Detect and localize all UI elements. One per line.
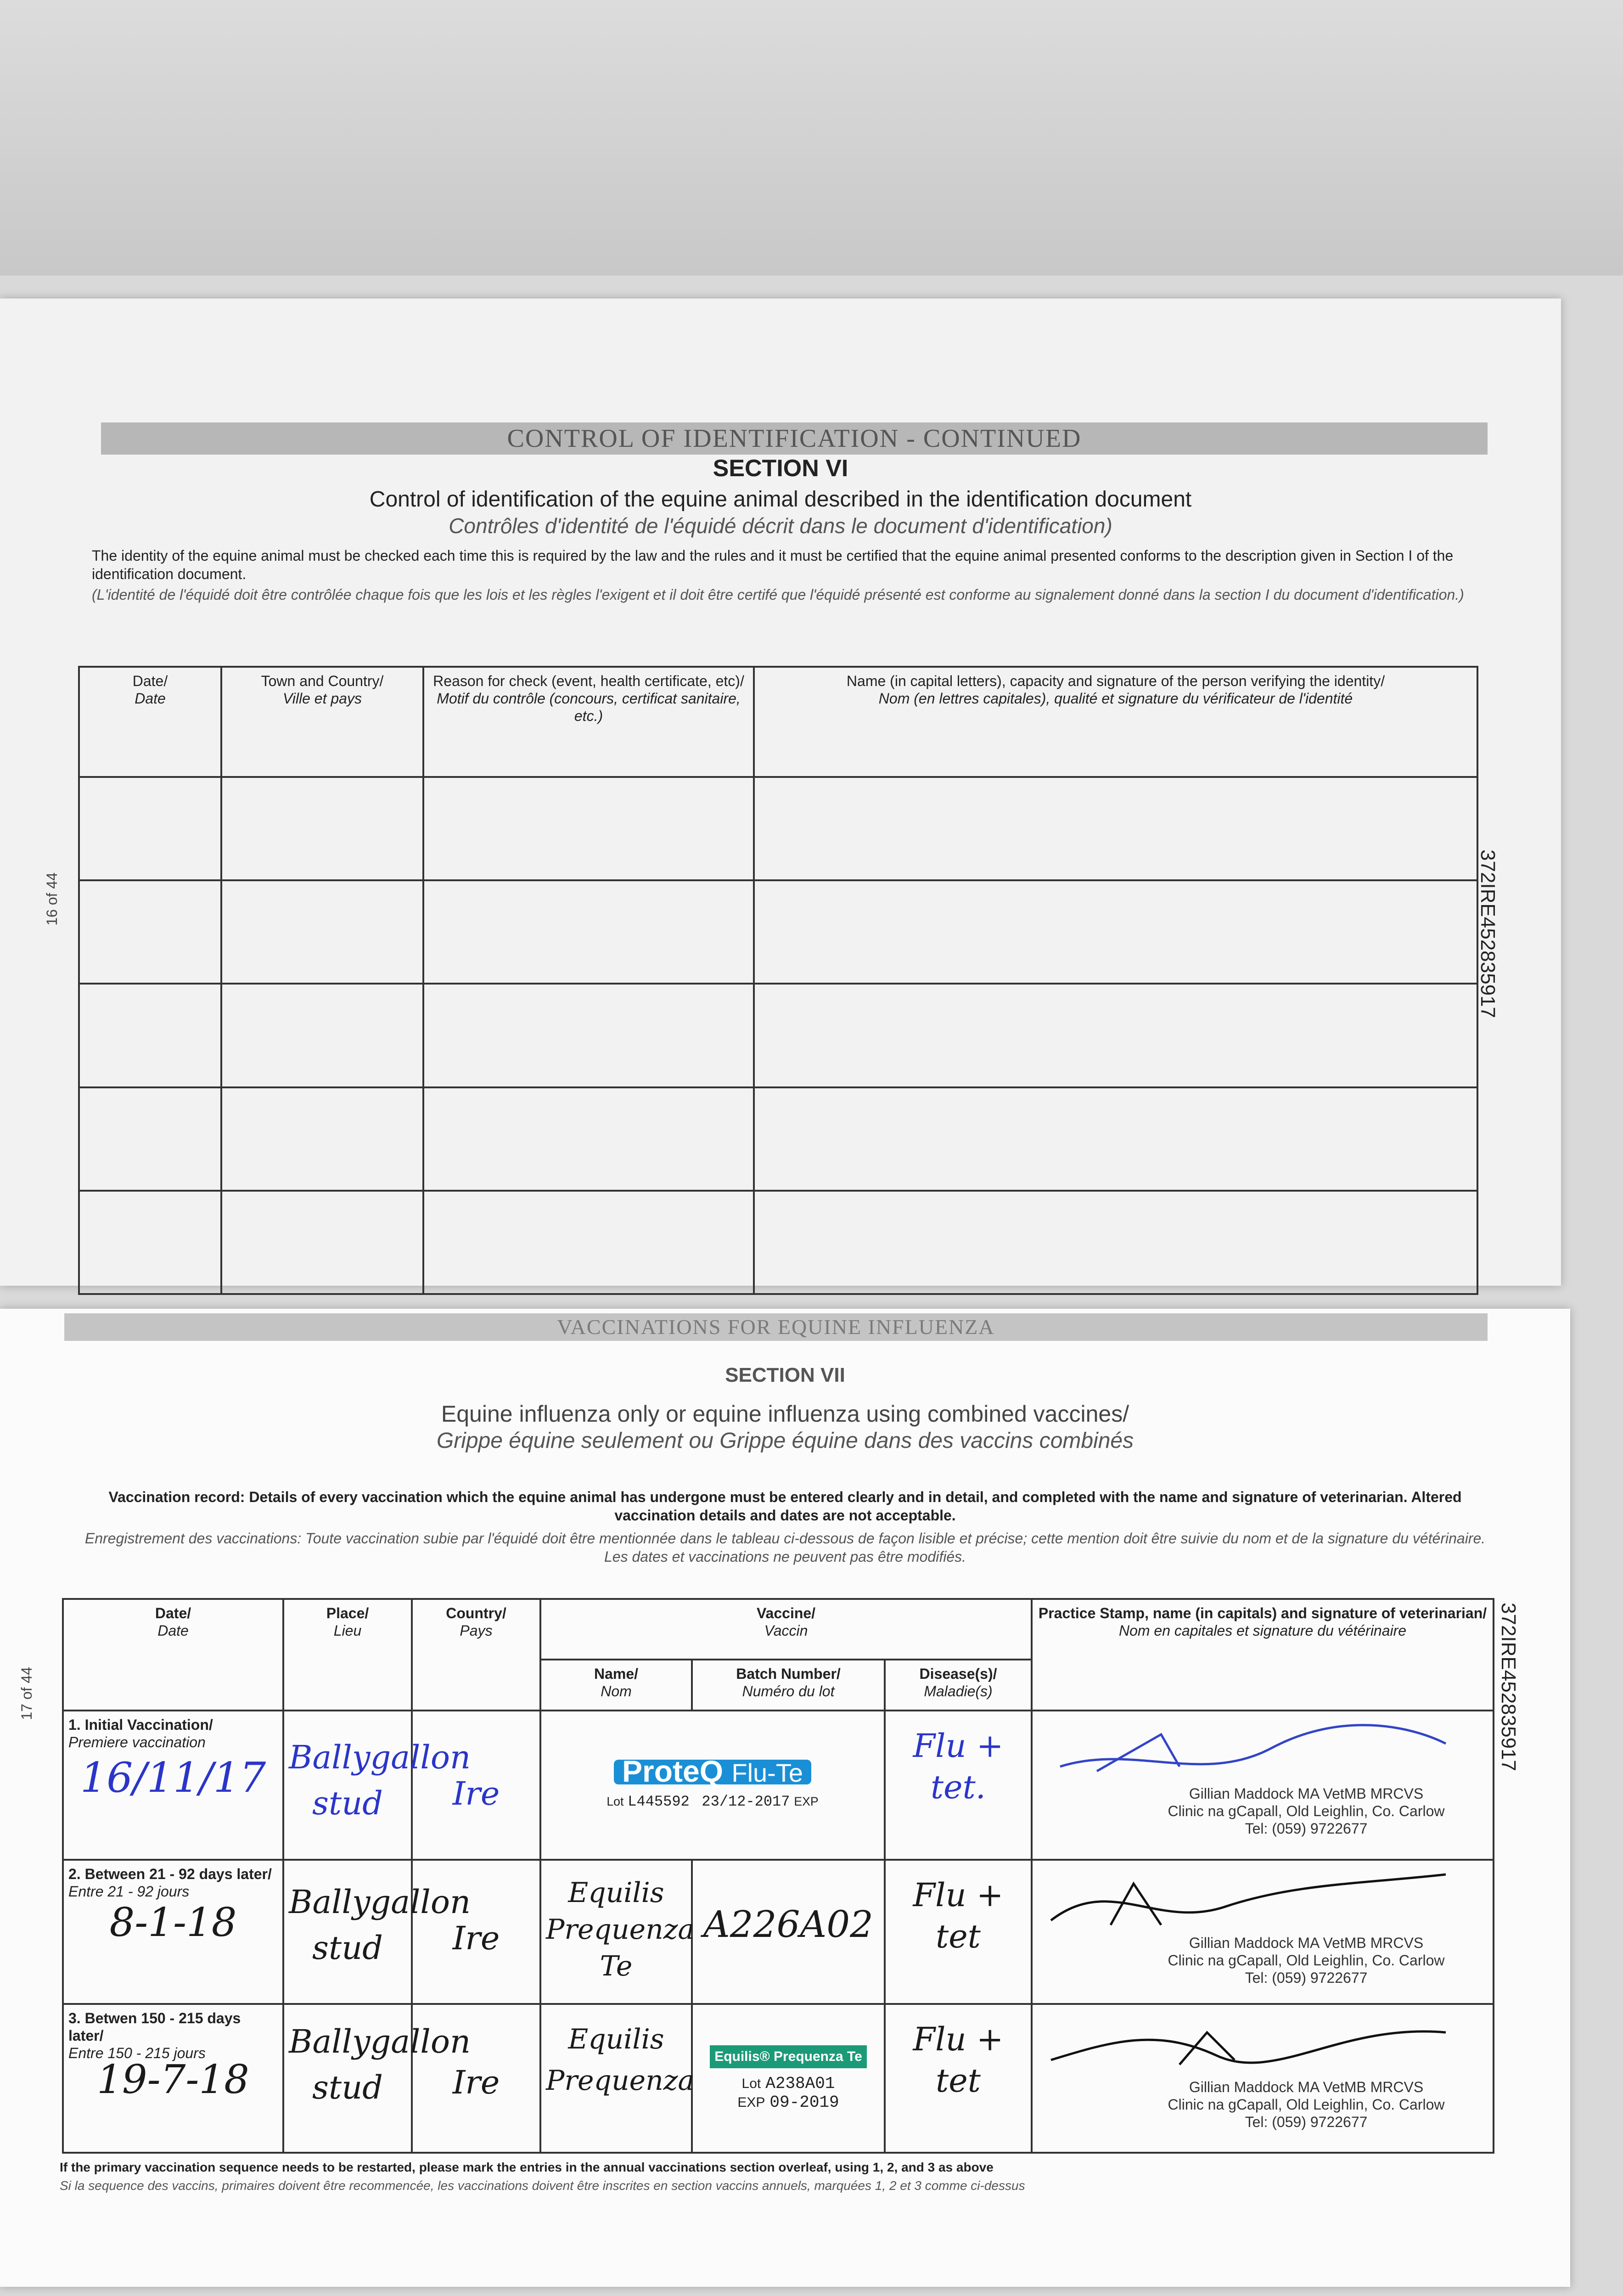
table-row: [63, 1860, 1494, 2004]
signature: [1042, 2009, 1455, 2078]
row1-disease-cell: [885, 1711, 1032, 1859]
row2-place: Ballygallon stud: [289, 1883, 471, 1967]
row2-vaccine-name: Equilis Prequenza Te: [546, 1876, 695, 1982]
page17-section: SECTION VII: [725, 1364, 845, 1386]
row3-stamp-cell: [1032, 2004, 1494, 2153]
row1-stamp-name: Gillian Maddock MA VetMB MRCVS: [1189, 1785, 1424, 1802]
row3-batch-cell: [692, 2004, 885, 2153]
row1-country-cell: [412, 1711, 540, 1859]
signature: [1042, 1865, 1455, 1934]
page16-intro-en: The identity of the equine animal must be checked each time this is required by the law and the rules and it must be certified that the equine animal presented conforms to the description given in Section I of the identification document.: [92, 547, 1454, 582]
table-row: [63, 1711, 1494, 1859]
row1-vaccine-label-cell: [540, 1711, 885, 1859]
equilis-exp-line: EXP 09-2019: [737, 2093, 839, 2112]
table-row: [79, 1191, 1477, 1294]
row3-label-en: 3. Betwen 150 - 215 days later/: [68, 2009, 241, 2044]
table-row: [79, 880, 1477, 984]
equilis-lot-line: Lot A238A01: [741, 2074, 835, 2093]
page16-intro-fr: (L'identité de l'équidé doit être contrôlée chaque fois que les lois et les règles l'exigent et il doit être certifé que l'équidé présenté est conforme au signalement donné dans la section I du document d'identification.): [92, 586, 1464, 603]
row3-vaccine-name: Equilis Prequenza: [546, 2023, 695, 2097]
vaccination-table: [62, 1598, 1494, 2154]
row2-name-cell: [540, 1860, 695, 2004]
row2-place-cell: [283, 1860, 471, 2004]
col-batch-number: Batch Number/ Numéro du lot: [692, 1660, 885, 1711]
row2-stamp-address: Clinic na gCapall, Old Leighlin, Co. Carlow: [1168, 1952, 1445, 1969]
row2-label-fr: Entre 21 - 92 jours: [68, 1883, 190, 1900]
row3-date-cell: [63, 2004, 283, 2153]
row2-disease: Flu + tet: [913, 1876, 1004, 1955]
row3-place: Ballygallon stud: [289, 2022, 471, 2106]
col-vaccine: Vaccine/ Vaccin: [540, 1599, 1032, 1660]
table-row: [79, 1087, 1477, 1191]
row1-disease: Flu + tet.: [913, 1727, 1004, 1806]
col-date: Date/ Date: [79, 667, 221, 777]
row1-date-cell: [63, 1711, 283, 1859]
row1-label-fr: Premiere vaccination: [68, 1734, 206, 1751]
row1-place-cell: [283, 1711, 471, 1859]
row2-country: Ire: [452, 1919, 500, 1957]
row3-stamp-phone: Tel: (059) 9722677: [1245, 2113, 1368, 2130]
page17-header: VACCINATIONS FOR EQUINE INFLUENZA: [557, 1315, 995, 1339]
row1-place: Ballygallon stud: [289, 1739, 471, 1823]
row2-batch-cell: [692, 1860, 885, 2004]
page-17: [0, 1309, 1570, 2287]
table-row: [79, 984, 1477, 1087]
row2-label-en: 2. Between 21 - 92 days later/: [68, 1865, 272, 1882]
row1-date: 16/11/17: [80, 1754, 266, 1802]
row1-stamp-phone: Tel: (059) 9722677: [1245, 1820, 1368, 1837]
row2-stamp-phone: Tel: (059) 9722677: [1245, 1969, 1368, 1986]
page17-intro-fr: Enregistrement des vaccinations: Toute vaccination subie par l'équidé doit être mentionnée dans le tableau ci-dessous de façon lisible et précise; cette mention doit être suivie du nom et de la signature du vétérinaire. Les dates et vaccinations ne peuvent pas être modifiés.: [84, 1530, 1486, 1565]
proteq-lot-line: Lot L445592 23/12-2017 EXP: [607, 1793, 819, 1810]
col-country: Country/ Pays: [412, 1599, 540, 1711]
page17-footer-en: If the primary vaccination sequence needs to be restarted, please mark the entries in the annual vaccinations section overleaf, using 1, 2, and 3 as above: [60, 2160, 994, 2174]
row3-disease-cell: [885, 2004, 1032, 2153]
row3-place-cell: [283, 2004, 471, 2153]
col-vaccine-name: Name/ Nom: [540, 1660, 692, 1711]
identity-check-table: [78, 666, 1478, 1295]
row3-date: 19-7-18: [97, 2056, 249, 2103]
page16-section: SECTION VI: [713, 455, 848, 482]
table-row: [63, 2004, 1494, 2153]
page17-title-en: Equine influenza only or equine influenza using combined vaccines/: [441, 1401, 1129, 1427]
page17-side-id: 372IRE452835917: [1497, 1603, 1520, 1771]
col-date: Date/ Date: [63, 1599, 283, 1711]
col-town-country: Town and Country/ Ville et pays: [221, 667, 423, 777]
page16-header: CONTROL OF IDENTIFICATION - CONTINUED: [507, 424, 1082, 453]
row3-label-fr: Entre 150 - 215 jours: [68, 2044, 206, 2061]
row2-date: 8-1-18: [109, 1899, 237, 1946]
page17-number: 17 of 44: [18, 1667, 35, 1720]
row3-name-cell: [540, 2004, 695, 2153]
scanner-background: [0, 0, 1623, 276]
row1-country: Ire: [452, 1775, 500, 1813]
row2-stamp-name: Gillian Maddock MA VetMB MRCVS: [1189, 1934, 1424, 1951]
row3-disease: Flu + tet: [913, 2020, 1004, 2099]
row2-batch: A226A02: [703, 1902, 874, 1946]
signature: [1042, 1716, 1455, 1785]
row2-stamp-cell: [1032, 1860, 1494, 2004]
page16-title-en: Control of identification of the equine animal described in the identification document: [369, 487, 1192, 512]
col-disease: Disease(s)/ Maladie(s): [885, 1660, 1032, 1711]
row3-stamp-name: Gillian Maddock MA VetMB MRCVS: [1189, 2078, 1424, 2095]
col-verifier: Name (in capital letters), capacity and signature of the person verifying the identity/ Nom (en lettres capitales), qualité et signature du vérificateur de l'identité: [754, 667, 1477, 777]
page17-footer-fr: Si la sequence des vaccins, primaires doivent être recommencée, les vaccinations doivent être inscrites en section vaccins annuels, marquées 1, 2 et 3 comme ci-dessus: [60, 2178, 1025, 2193]
row1-stamp-address: Clinic na gCapall, Old Leighlin, Co. Carlow: [1168, 1803, 1445, 1820]
page17-intro-en: Vaccination record: Details of every vaccination which the equine animal has undergone must be entered clearly and in detail, and completed with the name and signature of veterinarian. Altered vaccination details and dates are not acceptable.: [108, 1489, 1462, 1524]
page16-number: 16 of 44: [44, 872, 60, 926]
col-place: Place/ Lieu: [283, 1599, 412, 1711]
proteq-label: ProteQ Flu-Te: [614, 1760, 811, 1784]
page17-title-fr: Grippe équine seulement ou Grippe équine dans des vaccins combinés: [436, 1429, 1134, 1453]
row1-label-en: 1. Initial Vaccination/: [68, 1716, 213, 1733]
page-16: [0, 298, 1561, 1286]
page16-title-fr: Contrôles d'identité de l'équidé décrit dans le document d'identification): [449, 514, 1112, 538]
col-reason: Reason for check (event, health certificate, etc)/ Motif du contrôle (concours, certificat sanitaire, etc.): [423, 667, 754, 777]
table-row: [79, 777, 1477, 880]
equilis-label: Equilis® Prequenza Te: [710, 2045, 867, 2068]
row2-date-cell: [63, 1860, 283, 2004]
page17-header-bar: [64, 1313, 1488, 1341]
row3-country: Ire: [452, 2063, 500, 2101]
page16-header-bar: [101, 422, 1488, 455]
row2-country-cell: [412, 1860, 540, 2004]
row3-stamp-address: Clinic na gCapall, Old Leighlin, Co. Carlow: [1168, 2096, 1445, 2113]
col-practice-stamp: Practice Stamp, name (in capitals) and signature of veterinarian/ Nom en capitales et signature du vétérinaire: [1032, 1599, 1494, 1711]
page16-side-id: 372IRE452835917: [1477, 850, 1499, 1018]
row1-stamp-cell: [1032, 1711, 1494, 1859]
row2-disease-cell: [885, 1860, 1032, 2004]
